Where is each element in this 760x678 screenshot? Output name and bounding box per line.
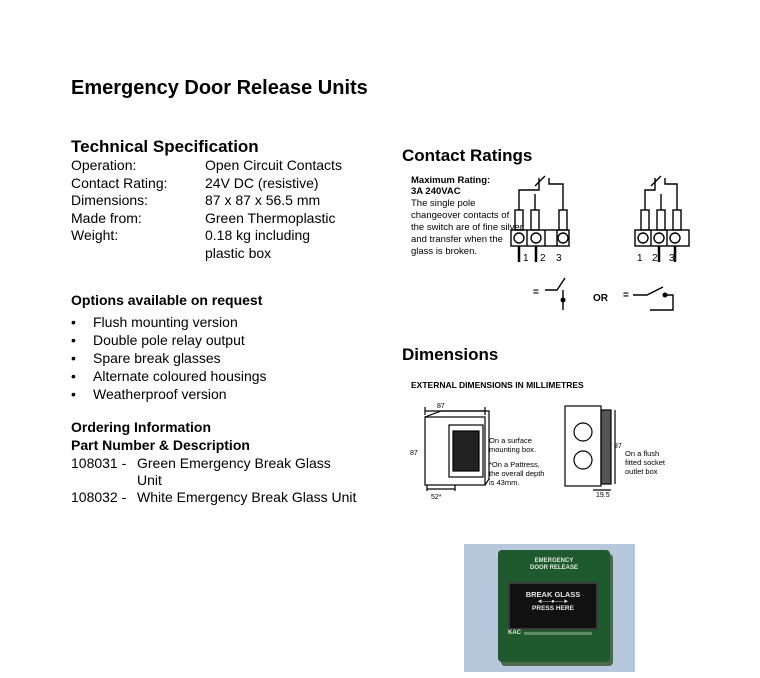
list-item [71, 489, 357, 506]
part-description: Green Emergency Break Glass Unit [137, 455, 331, 488]
list-item: • Alternate coloured housings [71, 367, 267, 385]
dimensions-heading: Dimensions [402, 345, 499, 364]
terminal-label-2: 2 [540, 253, 546, 264]
max-rating-value: 3A 240VAC [411, 186, 461, 197]
part-number: 108031 - [71, 455, 127, 471]
flush-box-drawing [553, 398, 623, 498]
tech-spec-table [71, 157, 355, 262]
dimension-line [427, 485, 455, 491]
page-title: Emergency Door Release Units [71, 77, 368, 99]
wire-line [519, 178, 539, 210]
spec-row-operation [71, 157, 355, 175]
glass-insert [453, 431, 479, 471]
equals-sign: = [533, 287, 539, 298]
glass-panel [508, 582, 598, 630]
terminal-label-1: 1 [637, 253, 643, 264]
switch-symbol [633, 287, 663, 295]
terminal-label-2: 2 [652, 253, 658, 264]
or-label: OR [593, 293, 608, 304]
options-heading: Options available on request [71, 292, 263, 308]
spec-label: Weight: [71, 227, 119, 243]
housing-label-line: DOOR RELEASE [529, 565, 578, 571]
terminal-screw [514, 233, 524, 243]
switch-symbol [650, 295, 673, 310]
contact-description: The single pole changeover contacts of the switch are of fine silver and transfer when the glass is broken. [411, 198, 523, 257]
contact-post [515, 210, 523, 230]
spec-value: 0.18 kg including plastic box [205, 227, 311, 261]
pattress-note: *On a Pattress, the overall depth is 43mm. [489, 460, 545, 487]
terminal-label-1: 1 [523, 253, 529, 264]
ordering-subheading: Part Number & Description [71, 437, 250, 453]
product-photo [464, 544, 635, 672]
wire-line [549, 178, 563, 210]
flush-box-front [565, 406, 601, 486]
ordering-heading: Ordering Information [71, 419, 211, 435]
depth-label: 52* [431, 494, 442, 501]
brand-label: KAC [508, 630, 521, 636]
switch-contact-dot [561, 298, 566, 303]
spec-label: Operation: [71, 157, 137, 173]
list-item: • Double pole relay output [71, 331, 267, 349]
housing-label-line: EMERGENCY [534, 558, 574, 564]
part-number: 108032 - [71, 489, 127, 505]
equals-sign: = [623, 290, 629, 301]
switch-blade [535, 176, 545, 186]
break-glass-housing [498, 550, 610, 662]
panel-text-1: BREAK GLASS [525, 590, 581, 599]
part-description: White Emergency Break Glass Unit [137, 489, 357, 505]
contact-post [673, 210, 681, 230]
terminal-screw [670, 233, 680, 243]
switch-symbol [545, 278, 565, 290]
terminal-screw [638, 233, 648, 243]
surface-note: On a surface mounting box. [489, 436, 537, 454]
spec-value: Open Circuit Contacts [205, 157, 342, 173]
spec-row-made-from [71, 210, 355, 228]
spec-label: Made from: [71, 209, 142, 226]
terminal-screw [531, 233, 541, 243]
switch-blade [651, 176, 661, 186]
contact-wiring-diagram [505, 170, 705, 315]
surface-box-drawing [405, 395, 490, 503]
spec-label: Dimensions: [71, 192, 149, 208]
arrow-icon: ◄──●──► [536, 599, 570, 605]
flush-depth-label: 19.5 [596, 492, 610, 498]
spec-label: Contact Rating: [71, 174, 168, 191]
contact-ratings-heading: Contact Ratings [402, 146, 533, 165]
terminal-label-3: 3 [669, 253, 675, 264]
spec-row-contact-rating [71, 175, 355, 193]
spec-value: 24V DC (resistive) [205, 174, 319, 191]
housing-label [498, 558, 610, 572]
options-list [71, 313, 267, 403]
height-label: 87 [410, 450, 418, 457]
fine-print-line [524, 632, 592, 635]
ordering-list [71, 455, 357, 506]
terminal-screw [654, 233, 664, 243]
list-item [71, 455, 357, 489]
contact-post [657, 210, 665, 230]
list-item: • Flush mounting version [71, 313, 267, 331]
spec-value: Green Thermoplastic [205, 209, 336, 226]
wire-line [665, 178, 677, 210]
tech-spec-heading: Technical Specification [71, 137, 259, 156]
list-item: • Spare break glasses [71, 349, 267, 367]
contact-post [641, 210, 649, 230]
list-item: • Weatherproof version [71, 385, 267, 403]
terminal-label-3: 3 [556, 253, 562, 264]
contact-post [559, 210, 567, 230]
dimensions-diagram-title: EXTERNAL DIMENSIONS IN MILLIMETRES [411, 380, 584, 390]
contact-post [531, 210, 539, 230]
spec-value: 87 x 87 x 56.5 mm [205, 192, 321, 208]
terminal-screw [558, 233, 568, 243]
panel-text-2: PRESS HERE [532, 605, 574, 612]
switch-contact-dot [663, 293, 668, 298]
spec-row-weight [71, 227, 355, 262]
spec-row-dimensions [71, 192, 355, 210]
width-label: 87 [437, 403, 445, 410]
flush-note: On a flush fitted socket outlet box [625, 449, 666, 476]
flush-height-label: 87 [614, 443, 622, 450]
max-rating-label: Maximum Rating: [411, 175, 491, 186]
flush-box-side [601, 410, 611, 484]
